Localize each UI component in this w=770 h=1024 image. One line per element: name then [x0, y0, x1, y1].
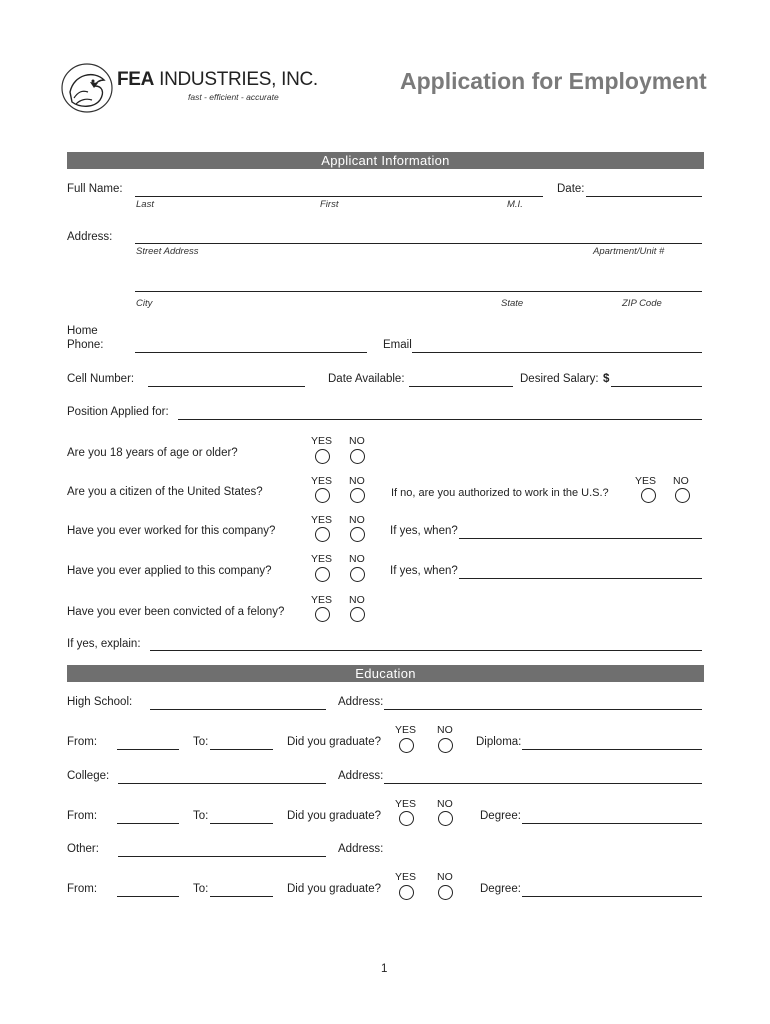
other-from-label: From: — [67, 883, 98, 895]
cell-number-field[interactable] — [148, 386, 305, 387]
q2-no-label: NO — [349, 475, 365, 487]
document-title: Application for Employment — [400, 68, 707, 94]
explain-label: If yes, explain: — [67, 638, 141, 650]
middle-initial-caption: M.I. — [507, 199, 523, 210]
q1-label: Are you 18 years of age or older? — [67, 447, 238, 459]
q1-yes-radio[interactable] — [315, 449, 330, 464]
college-address-field[interactable] — [384, 783, 702, 784]
desired-salary-label: Desired Salary: — [520, 373, 599, 385]
home-phone-label-line2: Phone: — [67, 339, 104, 351]
section-header-applicant: Applicant Information — [67, 152, 704, 169]
q1-yes-label: YES — [311, 435, 333, 447]
college-graduate-label: Did you graduate? — [287, 810, 381, 822]
high-school-label: High School: — [67, 696, 133, 708]
date-label: Date: — [557, 183, 585, 195]
hs-no-radio[interactable] — [438, 738, 453, 753]
other-label: Other: — [67, 843, 99, 855]
desired-salary-field[interactable] — [611, 386, 702, 387]
company-name: FEA INDUSTRIES, INC. — [117, 69, 318, 90]
q3-no-radio[interactable] — [350, 527, 365, 542]
q5-no-label: NO — [349, 594, 365, 606]
cell-number-label: Cell Number: — [67, 373, 135, 385]
full-name-label: Full Name: — [67, 183, 123, 195]
dollar-sign: $ — [603, 373, 610, 385]
college-degree-label: Degree: — [480, 810, 521, 822]
diploma-field[interactable] — [522, 749, 702, 750]
other-from-field[interactable] — [117, 896, 179, 897]
q5-yes-label: YES — [311, 594, 333, 606]
explain-field[interactable] — [150, 650, 702, 651]
other-degree-field[interactable] — [522, 896, 702, 897]
hs-to-label: To: — [193, 736, 209, 748]
q4-no-radio[interactable] — [350, 567, 365, 582]
city-caption: City — [136, 298, 153, 309]
q2-no-radio[interactable] — [350, 488, 365, 503]
high-school-field[interactable] — [150, 709, 326, 710]
other-degree-label: Degree: — [480, 883, 521, 895]
date-field[interactable] — [586, 196, 702, 197]
email-field[interactable] — [412, 352, 702, 353]
full-name-field[interactable] — [135, 196, 543, 197]
position-field[interactable] — [178, 419, 702, 420]
q5-label: Have you ever been convicted of a felony? — [67, 606, 285, 618]
first-name-caption: First — [320, 199, 339, 210]
other-graduate-label: Did you graduate? — [287, 883, 381, 895]
college-yes-radio[interactable] — [399, 811, 414, 826]
q3b-when-field[interactable] — [459, 538, 702, 539]
q2b-no-radio[interactable] — [675, 488, 690, 503]
q4-yes-radio[interactable] — [315, 567, 330, 582]
college-no-radio[interactable] — [438, 811, 453, 826]
college-yes-label: YES — [395, 798, 417, 810]
q1-no-radio[interactable] — [350, 449, 365, 464]
q4b-label: If yes, when? — [390, 565, 458, 577]
q3-yes-radio[interactable] — [315, 527, 330, 542]
hs-graduate-label: Did you graduate? — [287, 736, 381, 748]
position-label: Position Applied for: — [67, 406, 169, 418]
q3-no-label: NO — [349, 514, 365, 526]
q5-yes-radio[interactable] — [315, 607, 330, 622]
hs-no-label: NO — [437, 724, 453, 736]
page-number: 1 — [381, 963, 388, 975]
zip-caption: ZIP Code — [622, 298, 662, 309]
company-tagline: fast - efficient - accurate — [188, 92, 279, 102]
college-field[interactable] — [118, 783, 326, 784]
q2-yes-label: YES — [311, 475, 333, 487]
address-label: Address: — [67, 231, 113, 243]
other-address-label: Address: — [338, 843, 384, 855]
college-to-label: To: — [193, 810, 209, 822]
home-phone-field[interactable] — [135, 352, 367, 353]
q1-no-label: NO — [349, 435, 365, 447]
state-caption: State — [501, 298, 524, 309]
diploma-label: Diploma: — [476, 736, 522, 748]
q4b-when-field[interactable] — [459, 578, 702, 579]
q3-yes-label: YES — [311, 514, 333, 526]
college-degree-field[interactable] — [522, 823, 702, 824]
eagle-logo — [60, 62, 115, 114]
last-name-caption: Last — [136, 199, 154, 210]
college-label: College: — [67, 770, 110, 782]
high-school-address-field[interactable] — [384, 709, 702, 710]
hs-yes-label: YES — [395, 724, 417, 736]
q2b-yes-label: YES — [635, 475, 657, 487]
college-no-label: NO — [437, 798, 453, 810]
q3-label: Have you ever worked for this company? — [67, 525, 276, 537]
hs-to-field[interactable] — [210, 749, 273, 750]
email-label: Email — [383, 339, 412, 351]
q5-no-radio[interactable] — [350, 607, 365, 622]
hs-yes-radio[interactable] — [399, 738, 414, 753]
date-available-field[interactable] — [409, 386, 513, 387]
hs-from-label: From: — [67, 736, 98, 748]
section-header-education: Education — [67, 665, 704, 682]
q2b-no-label: NO — [673, 475, 689, 487]
college-to-field[interactable] — [210, 823, 273, 824]
q2b-yes-radio[interactable] — [641, 488, 656, 503]
q4-label: Have you ever applied to this company? — [67, 565, 272, 577]
date-available-label: Date Available: — [328, 373, 405, 385]
other-no-label: NO — [437, 871, 453, 883]
q2-yes-radio[interactable] — [315, 488, 330, 503]
q4-yes-label: YES — [311, 553, 333, 565]
college-from-label: From: — [67, 810, 98, 822]
college-address-label: Address: — [338, 770, 384, 782]
apartment-caption: Apartment/Unit # — [593, 246, 665, 257]
other-to-field[interactable] — [210, 896, 273, 897]
other-field[interactable] — [118, 856, 326, 857]
high-school-address-label: Address: — [338, 696, 384, 708]
college-from-field[interactable] — [117, 823, 179, 824]
city-state-zip-field[interactable] — [135, 291, 702, 292]
home-phone-label-line1: Home — [67, 325, 98, 337]
street-address-field[interactable] — [135, 243, 702, 244]
other-yes-label: YES — [395, 871, 417, 883]
q4-no-label: NO — [349, 553, 365, 565]
q3b-label: If yes, when? — [390, 525, 458, 537]
street-address-caption: Street Address — [136, 246, 199, 257]
other-yes-radio[interactable] — [399, 885, 414, 900]
other-to-label: To: — [193, 883, 209, 895]
other-no-radio[interactable] — [438, 885, 453, 900]
hs-from-field[interactable] — [117, 749, 179, 750]
q2-label: Are you a citizen of the United States? — [67, 486, 263, 498]
q2b-label: If no, are you authorized to work in the U.S.? — [391, 487, 609, 499]
